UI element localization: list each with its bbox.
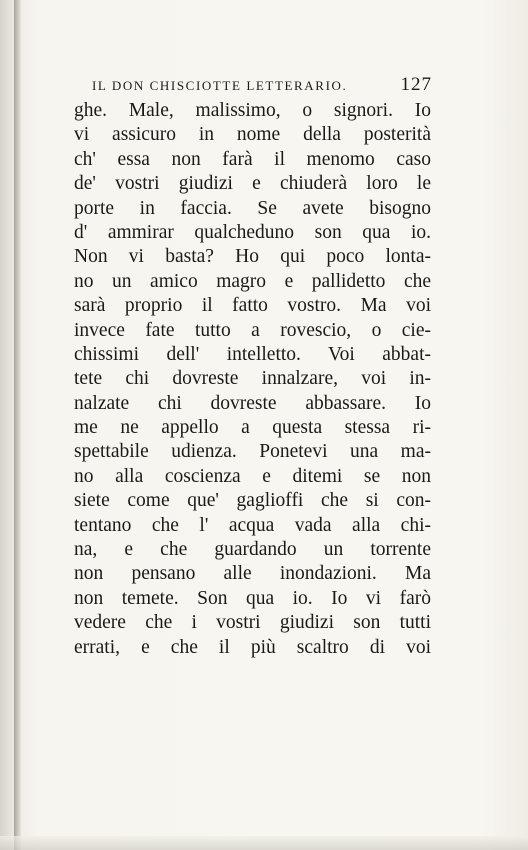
text-line: d' ammirar qualcheduno son qua io. (74, 221, 431, 243)
page-bottom-edge (0, 836, 528, 850)
text-line: de' vostri giudizi e chiuderà loro le (74, 173, 431, 195)
text-line: non pensano alle inondazioni. Ma (74, 563, 431, 585)
running-head: IL DON CHISCIOTTE LETTERARIO. (92, 78, 348, 93)
book-spine-edge (14, 0, 21, 850)
text-line: porte in faccia. Se avete bisogno (74, 197, 431, 219)
text-line: vi assicuro in nome della posterità (74, 124, 431, 146)
text-line: no un amico magro e pallidetto che (74, 270, 431, 292)
text-line: invece fate tutto a rovescio, o cie- (74, 319, 431, 341)
text-line: ghe. Male, malissimo, o signori. Io (74, 100, 431, 121)
text-line: spettabile udienza. Ponetevi una ma- (74, 441, 431, 463)
text-line: Non vi basta? Ho qui poco lonta- (74, 246, 431, 268)
text-line: chissimi dell' intelletto. Voi abbat- (74, 343, 431, 365)
text-line: tentano che l' acqua vada alla chi- (74, 514, 431, 536)
text-line: na, e che guardando un torrente (74, 539, 431, 561)
text-line: me ne appello a questa stessa ri- (74, 417, 431, 439)
text-line: vedere che i vostri giudizi son tutti (74, 612, 431, 634)
text-line: siete come que' gaglioffi che si con- (74, 490, 431, 512)
text-line: sarà proprio il fatto vostro. Ma voi (74, 295, 431, 317)
text-line: tete chi dovreste innalzare, voi in- (74, 368, 431, 390)
page-gutter-shadow (0, 0, 14, 850)
text-line: non temete. Son qua io. Io vi farò (74, 587, 431, 609)
body-text (74, 99, 431, 660)
text-line: nalzate chi dovreste abbassare. Io (74, 392, 431, 414)
page-number: 127 (400, 74, 432, 95)
text-line: no alla coscienza e ditemi se non (74, 465, 431, 487)
text-line: errati, e che il più scaltro di voi (74, 636, 431, 658)
text-line: ch' essa non farà il menomo caso (74, 148, 431, 170)
page-header (92, 76, 432, 98)
